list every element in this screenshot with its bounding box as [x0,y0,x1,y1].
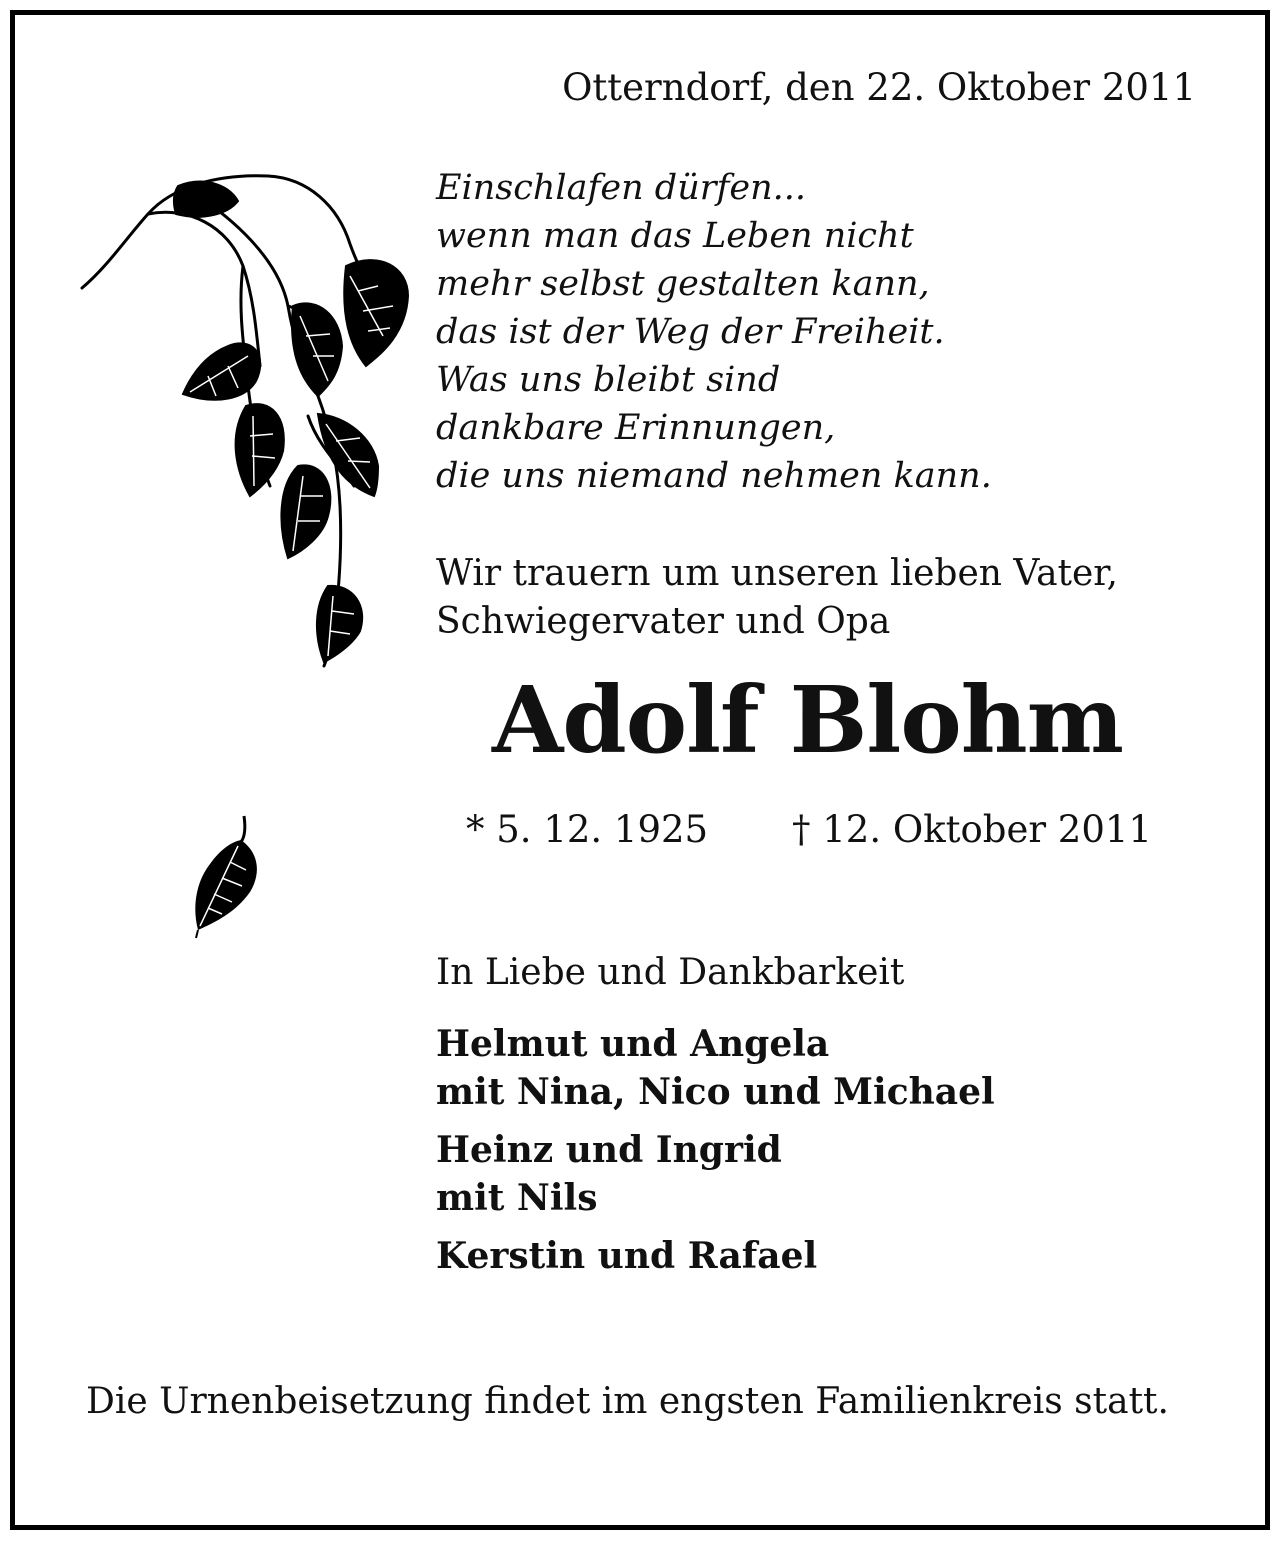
burial-notice: Die Urnenbeisetzung findet im engsten Familienkreis statt. [86,1381,1169,1422]
closing-phrase: In Liebe und Dankbarkeit [436,952,905,993]
poem-line: die uns niemand nehmen kann. [436,456,992,496]
poem-line: wenn man das Leben nicht [436,216,914,256]
birth-date: * 5. 12. 1925 [466,808,709,851]
intro-line: Schwiegervater und Opa [436,601,891,642]
mourning-intro [436,550,1118,646]
place-date: Otterndorf, den 22. Oktober 2011 [562,66,1196,109]
birch-branch-illustration [78,166,418,676]
poem-line: das ist der Weg der Freiheit. [436,312,945,352]
family-line: mit Nina, Nico und Michael [436,1071,995,1113]
poem-line: dankbare Erinnungen, [436,408,836,448]
deceased-name: Adolf Blohm [492,666,1123,774]
poem-line: mehr selbst gestalten kann, [436,264,930,304]
family-line: Heinz und Ingrid [436,1129,782,1171]
family-line: Kerstin und Rafael [436,1235,818,1277]
poem-line: Was uns bleibt sind [436,360,781,400]
poem [436,164,992,500]
family-group [436,1232,995,1280]
death-date: † 12. Oktober 2011 [792,808,1152,851]
family-group [436,1126,995,1222]
falling-leaf-illustration [186,812,266,942]
intro-line: Wir trauern um unseren lieben Vater, [436,553,1118,594]
poem-line: Einschlafen dürfen... [436,168,807,208]
family-signatures [436,1020,995,1290]
family-line: Helmut und Angela [436,1023,830,1065]
family-line: mit Nils [436,1177,598,1219]
family-group [436,1020,995,1116]
